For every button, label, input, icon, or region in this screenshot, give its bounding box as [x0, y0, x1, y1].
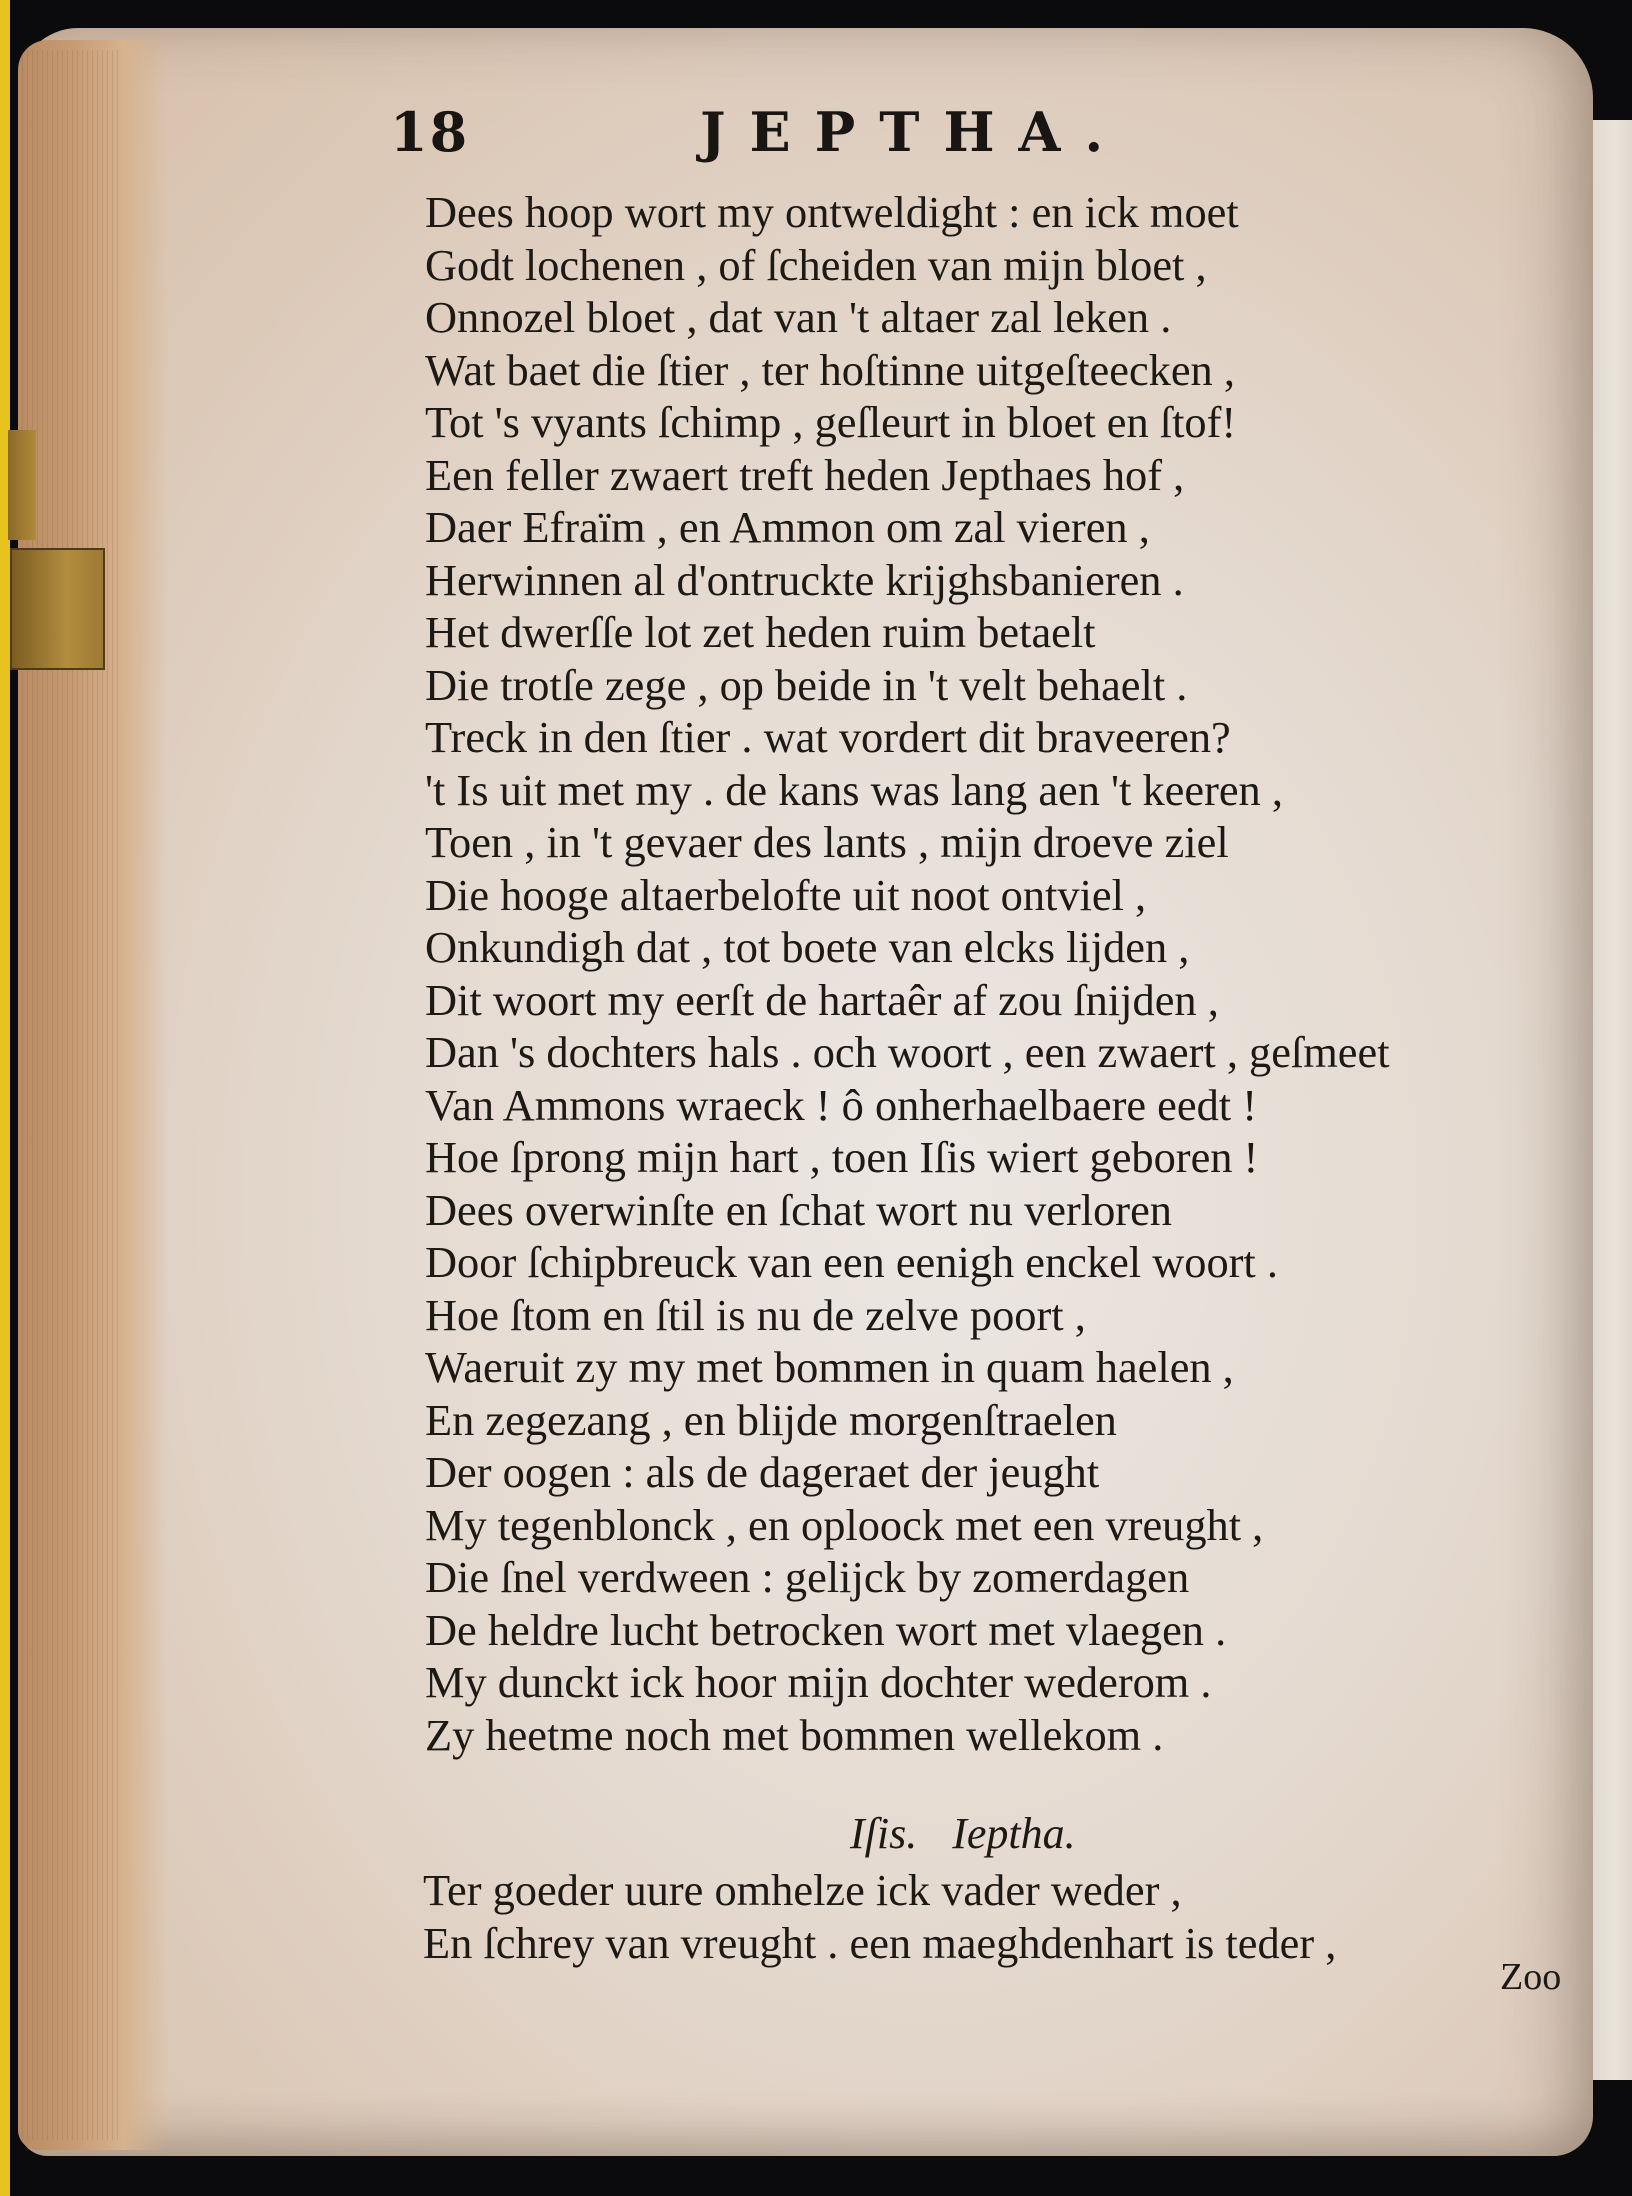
verse-line: Herwinnen al d'ontruckte krijghsbanieren . — [425, 554, 1184, 605]
verse-line: Dan 's dochters hals . och woort , een zwaert , geſmeet — [425, 1027, 1390, 1077]
page-edge-texture — [22, 50, 122, 2140]
verse-line: Dees overwinſte en ſchat wort nu verloren — [425, 1184, 1172, 1235]
verse-line: De heldre lucht betrocken wort met vlaegen . — [425, 1604, 1227, 1655]
verse-line: My tegenblonck , en oploock met een vreught , — [425, 1499, 1264, 1550]
verse-line: Dit woort my eerſt de hartaêr af zou ſnijden , — [425, 974, 1219, 1025]
verse-line: Toen , in 't gevaer des lants , mijn droeve ziel — [425, 817, 1229, 867]
verse-line: Hoe ſprong mijn hart , toen Iſis wiert geboren ! — [425, 1132, 1259, 1182]
verse-line: Onkundigh dat , tot boete van elcks lijden , — [425, 922, 1190, 972]
dialogue-block — [423, 1864, 1563, 1970]
verse-line: Der oogen : als de dageraet der jeught — [425, 1447, 1100, 1497]
verse-line: Dees hoop wort my ontweldight : en ick moet — [425, 187, 1239, 237]
catchword: Zoo — [1500, 1956, 1562, 1998]
speaker-heading: Iſis. Ieptha. — [850, 1809, 1076, 1858]
verse-line: Een feller zwaert treft heden Jepthaes hof , — [425, 449, 1185, 500]
verse-line: Door ſchipbreuck van een eenigh enckel woort . — [425, 1237, 1278, 1287]
verse-block — [425, 186, 1565, 1761]
verse-line: Onnozel bloet , dat van 't altaer zal leken . — [425, 292, 1172, 342]
verse-line: Wat baet die ſtier , ter hoſtinne uitgeſteecken , — [425, 344, 1235, 395]
verse-line: Godt lochenen , of ſcheiden van mijn bloet , — [425, 239, 1207, 290]
yellow-background-strip — [0, 0, 10, 2196]
dialogue-line: En ſchrey van vreught . een maeghdenhart is teder , — [423, 1918, 1337, 1968]
verse-line: Die ſnel verdween : gelijck by zomerdagen — [425, 1552, 1190, 1602]
running-head — [390, 100, 1127, 164]
binding-tab-lower — [10, 548, 105, 670]
verse-line: Het dwerſſe lot zet heden ruim betaelt — [425, 607, 1096, 657]
verse-line: Van Ammons wraeck ! ô onherhaelbaere eedt ! — [425, 1079, 1257, 1130]
verse-line: En zegezang , en blijde morgenſtraelen — [425, 1394, 1117, 1445]
running-title: JEPTHA. — [699, 100, 1128, 164]
verse-line: Waeruit zy my met bommen in quam haelen , — [425, 1342, 1234, 1392]
verse-line: Treck in den ſtier . wat vordert dit braveeren? — [425, 712, 1231, 762]
verse-line: My dunckt ick hoor mijn dochter wederom . — [425, 1657, 1212, 1707]
verse-line: Hoe ſtom en ſtil is nu de zelve poort , — [425, 1289, 1086, 1340]
dialogue-line: Ter goeder uure omhelze ick vader weder , — [423, 1865, 1182, 1915]
verse-line: Daer Efraïm , en Ammon om zal vieren , — [425, 502, 1150, 552]
binding-tab-upper — [8, 430, 36, 540]
verse-line: Zy heetme noch met bommen wellekom . — [425, 1709, 1164, 1760]
page-number: 18 — [390, 100, 470, 164]
verse-line: Die hooge altaerbelofte uit noot ontviel , — [425, 869, 1147, 920]
verse-line: Die trotſe zege , op beide in 't velt behaelt . — [425, 659, 1188, 710]
verse-line: 't Is uit met my . de kans was lang aen 't keeren , — [425, 764, 1283, 815]
verse-line: Tot 's vyants ſchimp , geſleurt in bloet en ſtof! — [425, 397, 1237, 447]
